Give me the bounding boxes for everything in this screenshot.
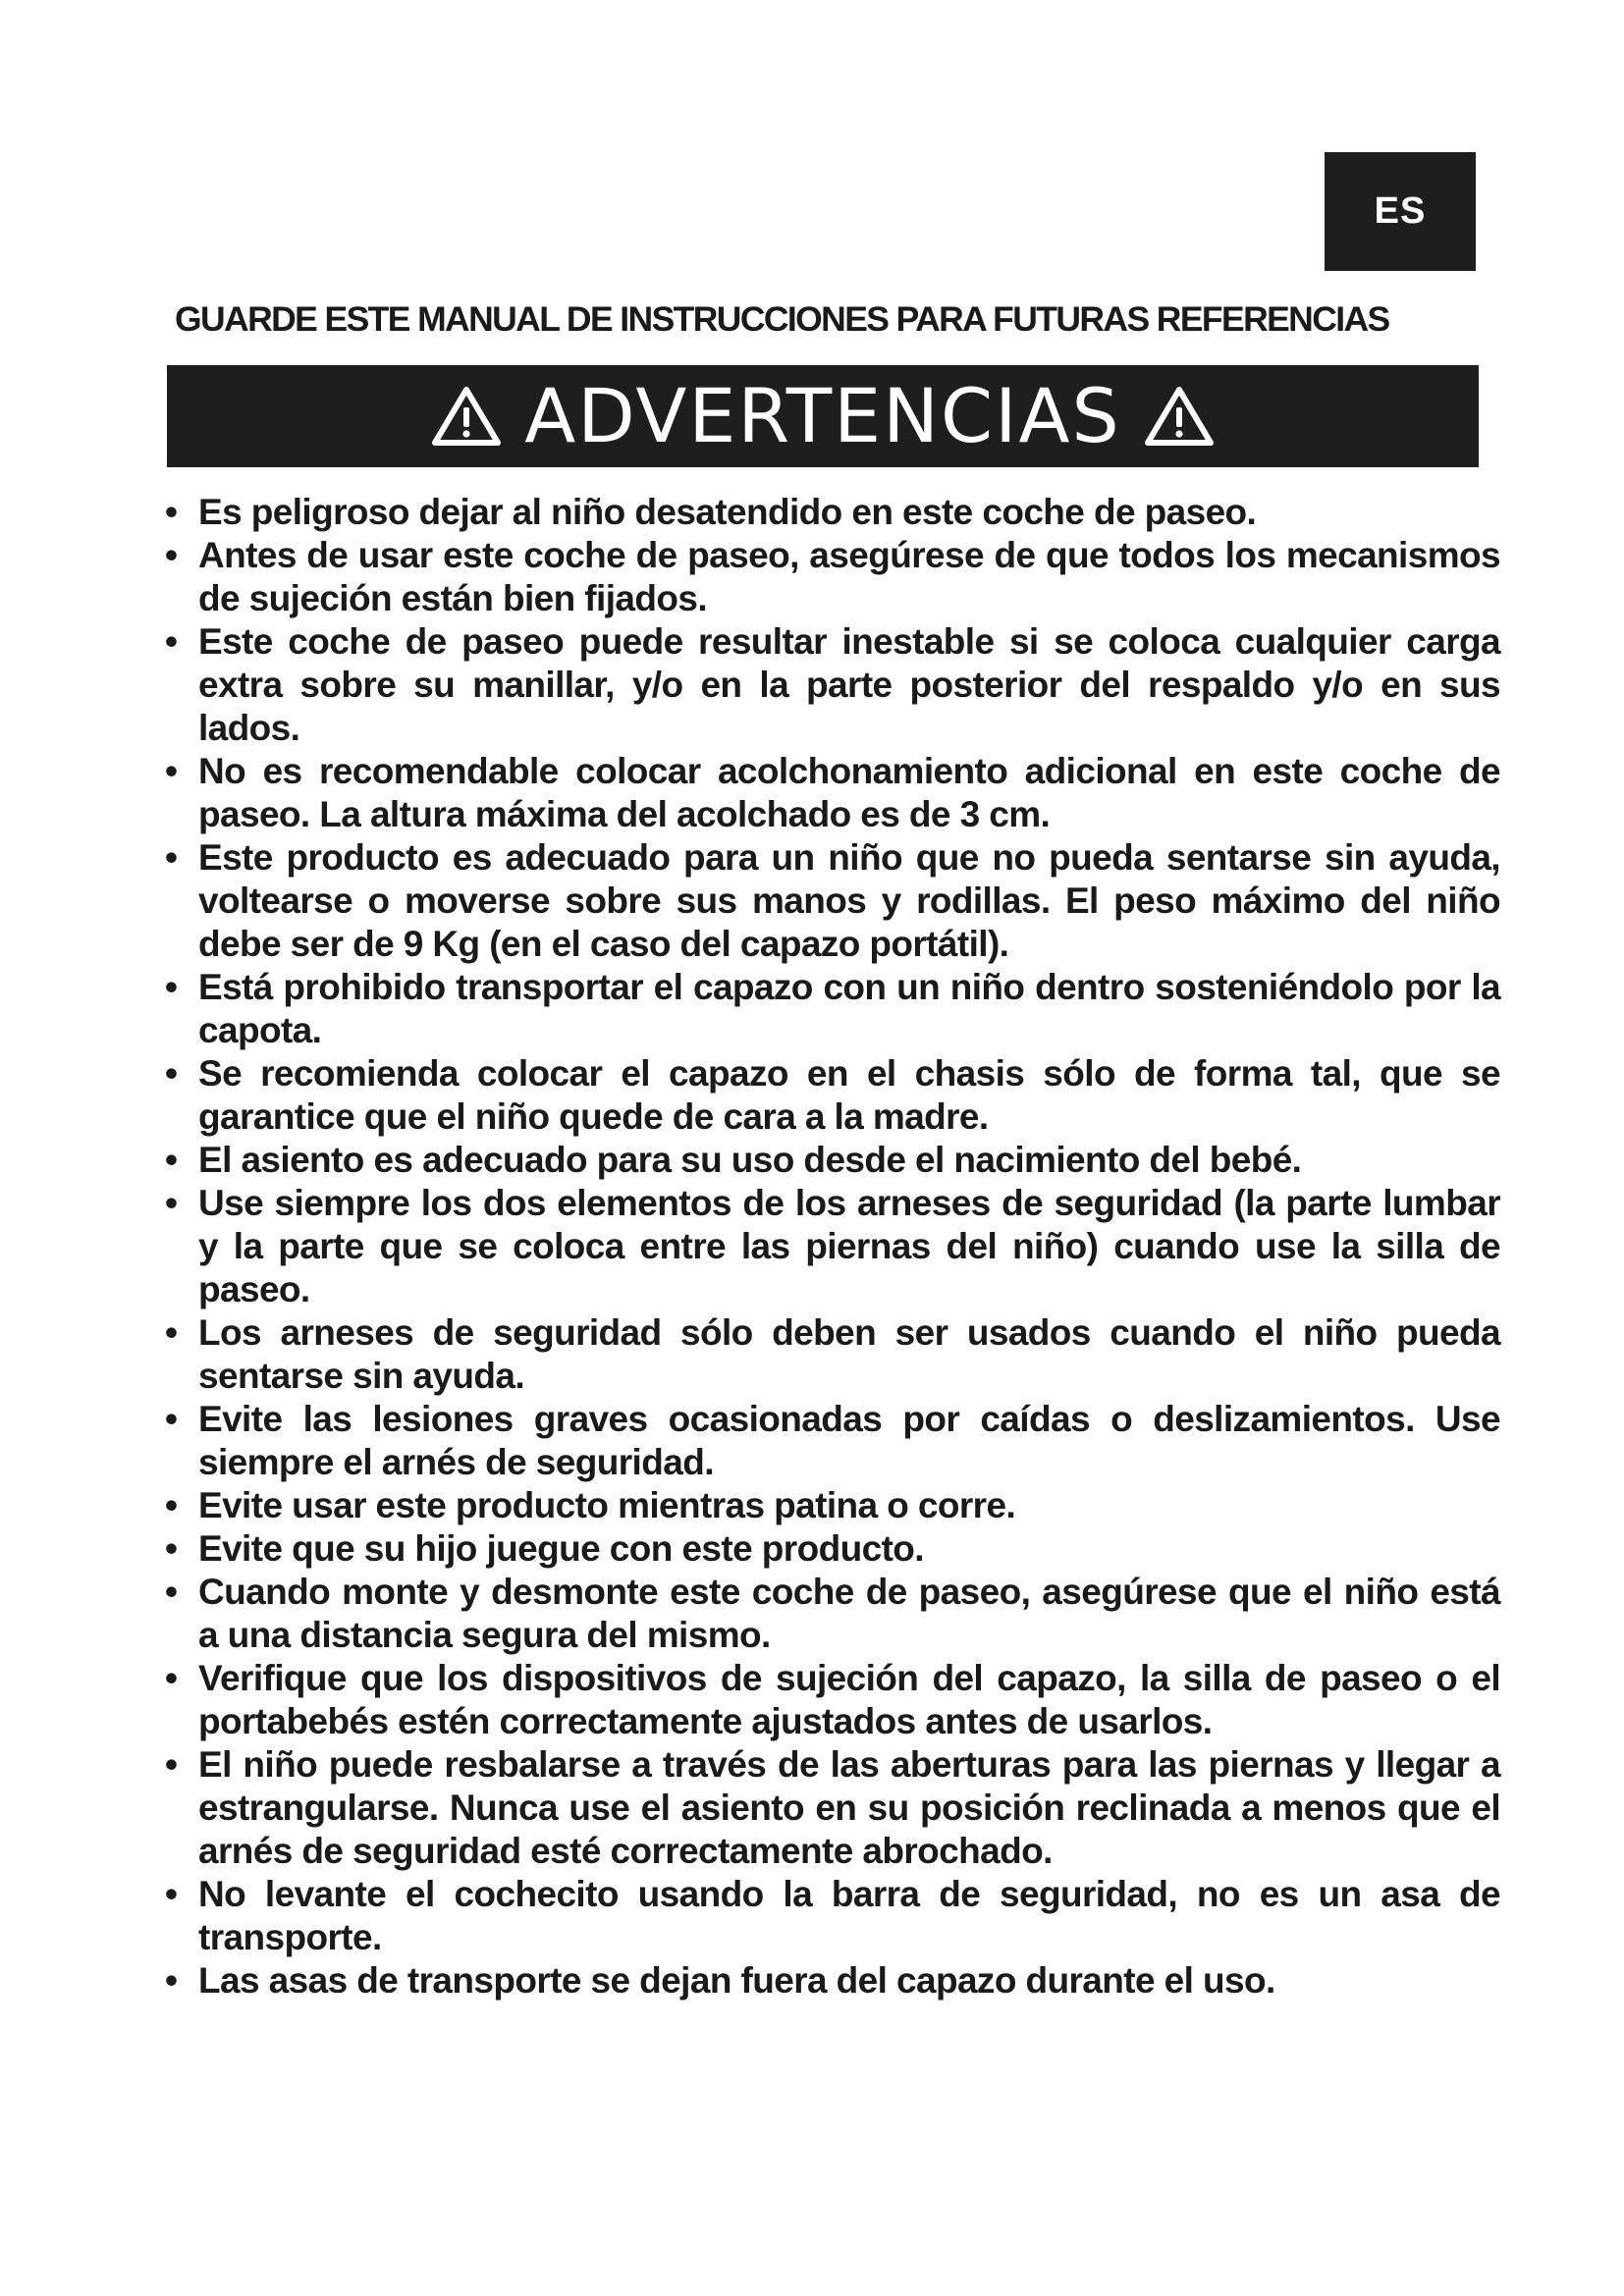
manual-note: GUARDE ESTE MANUAL DE INSTRUCCIONES PARA FUTURAS REFERENCIAS bbox=[175, 299, 1389, 339]
warning-text: El niño puede resbalarse a través de las aberturas para las piernas y llegar a estrangularse. Nunca use el asiento en su posición reclinada a menos que el arnés de seguridad esté correctamente abrochado. bbox=[198, 1744, 1500, 1871]
warning-item bbox=[165, 1052, 1500, 1139]
warning-text: Verifique que los dispositivos de sujeción del capazo, la silla de paseo o el portabebés estén correctamente ajustados antes de usarlos. bbox=[198, 1658, 1500, 1741]
bullet: • bbox=[165, 967, 178, 1007]
warning-text: Este coche de paseo puede resultar inestable si se coloca cualquier carga extra sobre su manillar, y/o en la parte posterior del respaldo y/o en sus lados. bbox=[198, 621, 1500, 748]
bullet: • bbox=[165, 621, 178, 662]
warning-text: El asiento es adecuado para su uso desde el nacimiento del bebé. bbox=[198, 1140, 1302, 1180]
warning-item bbox=[165, 836, 1500, 966]
warning-item bbox=[165, 1311, 1500, 1398]
bullet: • bbox=[165, 1874, 178, 1914]
warning-item bbox=[165, 1571, 1500, 1657]
warning-item bbox=[165, 1743, 1500, 1873]
warning-item bbox=[165, 1139, 1500, 1182]
bullet: • bbox=[165, 535, 178, 575]
warning-item bbox=[165, 1398, 1500, 1484]
bullet: • bbox=[165, 1960, 178, 2001]
language-badge bbox=[1325, 152, 1476, 271]
warning-item bbox=[165, 1959, 1500, 2002]
warning-item bbox=[165, 1527, 1500, 1571]
warning-text: No es recomendable colocar acolchonamiento adicional en este coche de paseo. La altura máxima del acolchado es de 3 cm. bbox=[198, 751, 1500, 834]
bullet: • bbox=[165, 1485, 178, 1525]
bullet: • bbox=[165, 1312, 178, 1353]
warning-banner-title: ADVERTENCIAS bbox=[524, 372, 1121, 459]
warning-text: Cuando monte y desmonte este coche de paseo, asegúrese que el niño está a una distancia segura del mismo. bbox=[198, 1572, 1500, 1655]
bullet: • bbox=[165, 1183, 178, 1223]
warning-text: Use siempre los dos elementos de los arneses de seguridad (la parte lumbar y la parte que se coloca entre las piernas del niño) cuando use la silla de paseo. bbox=[198, 1183, 1500, 1309]
warning-text: Las asas de transporte se dejan fuera del capazo durante el uso. bbox=[198, 1960, 1275, 2001]
warning-text: Se recomienda colocar el capazo en el chasis sólo de forma tal, que se garantice que el niño quede de cara a la madre. bbox=[198, 1053, 1500, 1137]
warning-text: Evite que su hijo juegue con este producto. bbox=[198, 1528, 924, 1569]
bullet: • bbox=[165, 1140, 178, 1180]
warning-item bbox=[165, 966, 1500, 1052]
bullet: • bbox=[165, 492, 178, 532]
warning-text: Este producto es adecuado para un niño que no pueda sentarse sin ayuda, voltearse o moverse sobre sus manos y rodillas. El peso máximo del niño debe ser de 9 Kg (en el caso del capazo portátil). bbox=[198, 837, 1500, 964]
warning-text: Los arneses de seguridad sólo deben ser usados cuando el niño pueda sentarse sin ayuda. bbox=[198, 1312, 1500, 1396]
warning-banner bbox=[167, 365, 1479, 467]
warning-text: Evite usar este producto mientras patina o corre. bbox=[198, 1485, 1016, 1525]
warning-triangle-icon bbox=[430, 384, 503, 449]
warning-item bbox=[165, 1657, 1500, 1743]
bullet: • bbox=[165, 1658, 178, 1698]
warning-item bbox=[165, 491, 1500, 534]
bullet: • bbox=[165, 1528, 178, 1569]
warning-item bbox=[165, 750, 1500, 836]
language-badge-label: ES bbox=[1374, 190, 1427, 232]
warning-item bbox=[165, 1484, 1500, 1527]
bullet: • bbox=[165, 751, 178, 791]
warning-item bbox=[165, 534, 1500, 620]
warning-text: No levante el cochecito usando la barra de seguridad, no es un asa de transporte. bbox=[198, 1874, 1500, 1957]
warning-text: Antes de usar este coche de paseo, asegúrese de que todos los mecanismos de sujeción están bien fijados. bbox=[198, 535, 1500, 618]
warning-text: Evite las lesiones graves ocasionadas por caídas o deslizamientos. Use siempre el arnés de seguridad. bbox=[198, 1399, 1500, 1482]
warning-text: Es peligroso dejar al niño desatendido en este coche de paseo. bbox=[198, 492, 1257, 532]
bullet: • bbox=[165, 1572, 178, 1612]
warnings-list bbox=[165, 491, 1500, 2002]
bullet: • bbox=[165, 1744, 178, 1785]
warning-text: Está prohibido transportar el capazo con un niño dentro sosteniéndolo por la capota. bbox=[198, 967, 1500, 1050]
bullet: • bbox=[165, 1053, 178, 1094]
bullet: • bbox=[165, 837, 178, 878]
warning-item bbox=[165, 620, 1500, 750]
warning-triangle-icon bbox=[1143, 384, 1216, 449]
warning-item bbox=[165, 1182, 1500, 1311]
warning-item bbox=[165, 1873, 1500, 1959]
bullet: • bbox=[165, 1399, 178, 1439]
